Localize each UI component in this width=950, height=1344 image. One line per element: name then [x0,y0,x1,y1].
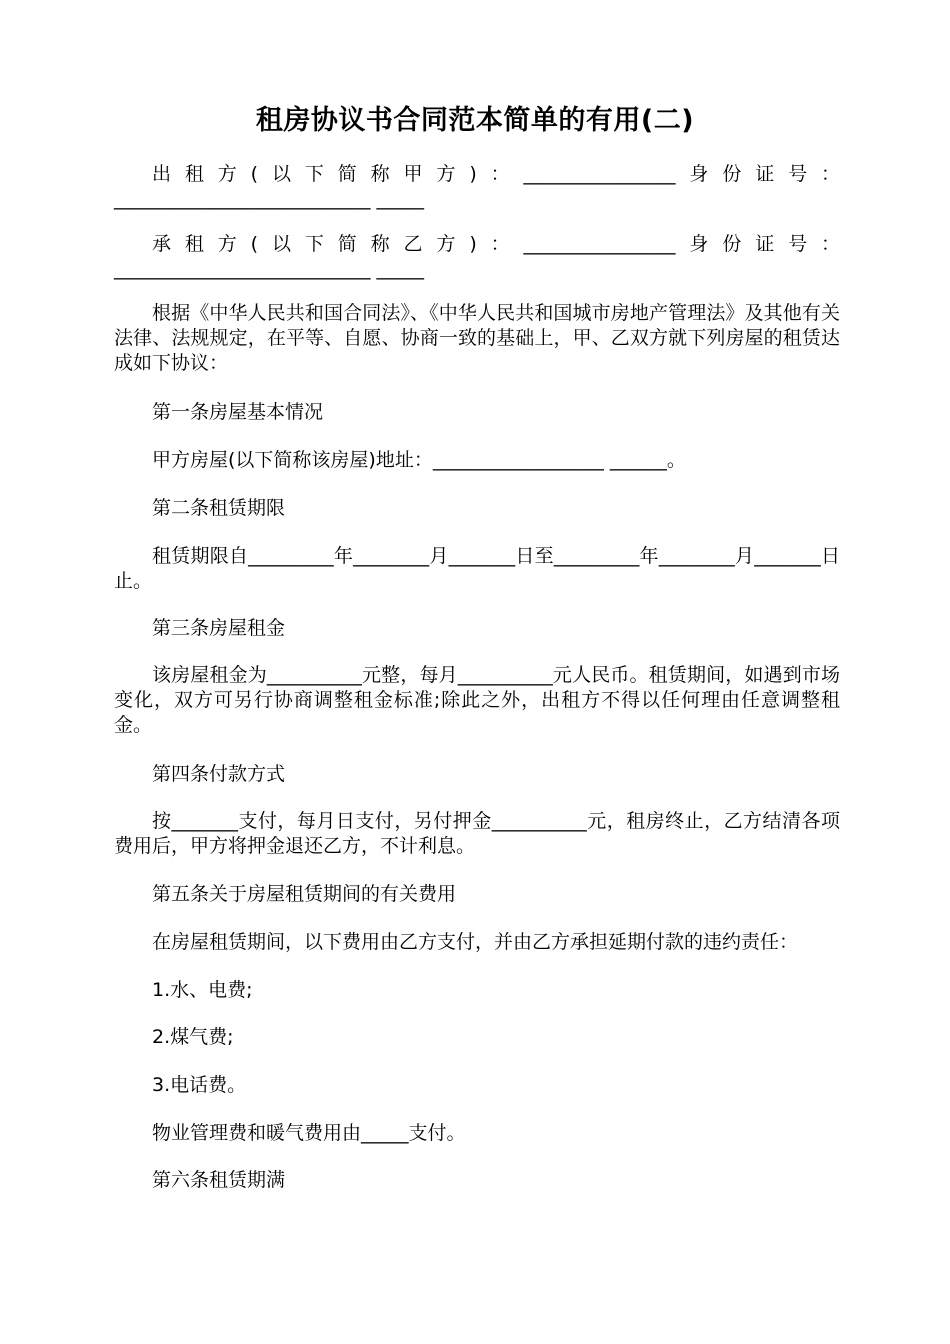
document-title: 租房协议书合同范本简单的有用(二) [255,105,695,136]
article-5-heading: 第五条关于房屋租赁期间的有关费用 [152,883,457,905]
paragraph-lessee: 承租方(以下简称乙方)：________________身份证号：___________________________ _____ [114,233,840,280]
article-6-heading: 第六条租赁期满 [152,1169,286,1191]
paragraph-lease-term: 租赁期限自_________年________月_______日至_________年________月_______日止。 [114,545,840,592]
list-item-utilities: 1.水、电费; [152,979,253,1001]
paragraph-property-fees: 物业管理费和暖气费用由_____支付。 [152,1122,466,1144]
paragraph-address: 甲方房屋(以下简称该房屋)地址：__________________ ______。 [152,449,686,471]
article-3-heading: 第三条房屋租金 [152,617,286,639]
paragraph-rent: 该房屋租金为__________元整，每月__________元人民币。租赁期间，如遇到市场变化，双方可另行协商调整租金标准;除此之外，出租方不得以任何理由任意调整租金。 [114,664,840,736]
paragraph-fees-intro: 在房屋租赁期间，以下费用由乙方支付，并由乙方承担延期付款的违约责任： [152,931,799,953]
paragraph-lessor: 出租方(以下简称甲方)：________________身份证号：___________________________ _____ [114,163,840,210]
list-item-gas: 2.煤气费; [152,1026,234,1048]
article-4-heading: 第四条付款方式 [152,763,286,785]
list-item-phone: 3.电话费。 [152,1074,247,1096]
paragraph-payment: 按_______支付，每月日支付，另付押金__________元，租房终止，乙方结清各项费用后，甲方将押金退还乙方，不计利息。 [114,810,840,857]
article-1-heading: 第一条房屋基本情况 [152,401,324,423]
paragraph-preamble: 根据《中华人民共和国合同法》、《中华人民共和国城市房地产管理法》及其他有关法律、法规规定，在平等、自愿、协商一致的基础上，甲、乙双方就下列房屋的租赁达成如下协议： [114,302,840,374]
article-2-heading: 第二条租赁期限 [152,497,286,519]
